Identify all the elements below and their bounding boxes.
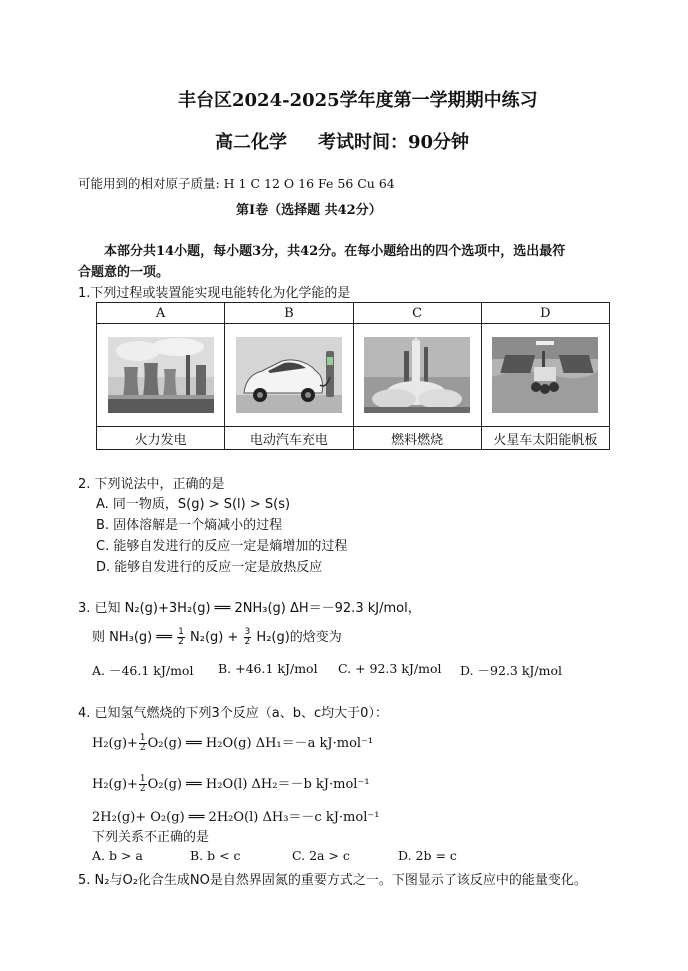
q4-option-c: C. 2a > c — [292, 848, 350, 863]
mars-rover-photo — [492, 337, 598, 413]
q4-equation-2: H₂(g)+ $\frac{1}{2}$ O₂(g) ══ H₂O(l) ΔH₂＝－b kJ·mol⁻¹ — [92, 774, 370, 794]
q3-line2-a: 则 NH₃(g) ══ — [92, 630, 173, 645]
q4-stem: 4. 已知氢气燃烧的下列3个反应（a、b、c均大于0）： — [78, 706, 388, 721]
q1-option-b-image-cell — [225, 324, 353, 427]
q1-option-b-caption: 电动汽车充电 — [225, 427, 353, 450]
q1-options-table — [96, 302, 610, 450]
q3-option-b: B. +46.1 kJ/mol — [218, 661, 318, 676]
q1-option-a-letter: A — [97, 303, 225, 324]
q1-stem: 1.下列过程或装置能实现电能转化为化学能的是 — [78, 286, 351, 301]
exam-subject: 高二化学 — [215, 132, 287, 153]
q1-option-d-letter: D — [481, 303, 609, 324]
q3-line2 — [92, 626, 342, 647]
q1-option-a-caption: 火力发电 — [97, 427, 225, 450]
q4-equation-3: 2H₂(g)+ O₂(g) ══ 2H₂O(l) ΔH₃＝－c kJ·mol⁻¹ — [92, 810, 380, 825]
q1-option-a-image-cell — [97, 324, 225, 427]
q1-option-b-letter: B — [225, 303, 353, 324]
q3-fraction-half: $\frac{1}{2}$ — [178, 627, 184, 647]
ev-charging-photo — [236, 337, 342, 413]
exam-time: 考试时间：90分钟 — [318, 132, 470, 153]
section-instruction-line1: 本部分共14小题，每小题3分，共42分。在每小题给出的四个选项中，选出最符 — [104, 244, 566, 259]
q2-option-c: C. 能够自发进行的反应一定是熵增加的过程 — [96, 539, 348, 554]
q4-option-d: D. 2b = c — [398, 848, 457, 863]
q3-option-c: C. + 92.3 kJ/mol — [338, 661, 442, 676]
q1-option-d-caption: 火星车太阳能帆板 — [481, 427, 609, 450]
q1-option-c-image-cell — [353, 324, 481, 427]
q3-stem: 3. 已知 N₂(g)+3H₂(g) ══ 2NH₃(g) ΔH＝－92.3 kJ/mol， — [78, 601, 421, 616]
q1-option-d-image-cell — [481, 324, 609, 427]
q4-eq1-half: $\frac{1}{2}$ — [139, 733, 146, 753]
q4-option-b: B. b < c — [190, 848, 241, 863]
section-heading: 第I卷（选择题 共42分） — [236, 203, 382, 218]
q3-line2-c: H₂(g)的焓变为 — [256, 630, 342, 645]
q4-option-a: A. b > a — [92, 848, 143, 863]
q2-option-d: D. 能够自发进行的反应一定是放热反应 — [96, 560, 323, 575]
q2-stem: 2. 下列说法中，正确的是 — [78, 477, 225, 492]
rocket-launch-photo — [364, 337, 470, 413]
q4-equation-1: H₂(g)+ $\frac{1}{2}$ O₂(g) ══ H₂O(g) ΔH₁＝－a kJ·mol⁻¹ — [92, 733, 374, 753]
q1-option-c-letter: C — [353, 303, 481, 324]
q3-option-d: D. －92.3 kJ/mol — [460, 663, 563, 678]
q4-sub-stem: 下列关系不正确的是 — [92, 830, 210, 845]
q2-option-b: B. 固体溶解是一个熵减小的过程 — [96, 518, 283, 533]
q2-option-a: A. 同一物质，S(g) > S(l) > S(s) — [96, 497, 291, 512]
atomic-masses: 可能用到的相对原子质量: H 1 C 12 O 16 Fe 56 Cu 64 — [78, 176, 395, 191]
q5-stem: 5. N₂与O₂化合生成NO是自然界固氮的重要方式之一。下图显示了该反应中的能量变化。 — [78, 873, 587, 888]
q3-line2-b: N₂(g) + — [190, 630, 239, 645]
exam-title: 丰台区2024-2025学年度第一学期期中练习 — [178, 90, 538, 111]
section-instruction-line2: 合题意的一项。 — [78, 265, 170, 280]
q1-option-c-caption: 燃料燃烧 — [353, 427, 481, 450]
power-plant-photo — [108, 337, 214, 413]
q4-eq2-half: $\frac{1}{2}$ — [139, 774, 146, 794]
q3-option-a: A. －46.1 kJ/mol — [92, 663, 194, 678]
q3-fraction-three-halves: $\frac{3}{2}$ — [244, 627, 251, 647]
